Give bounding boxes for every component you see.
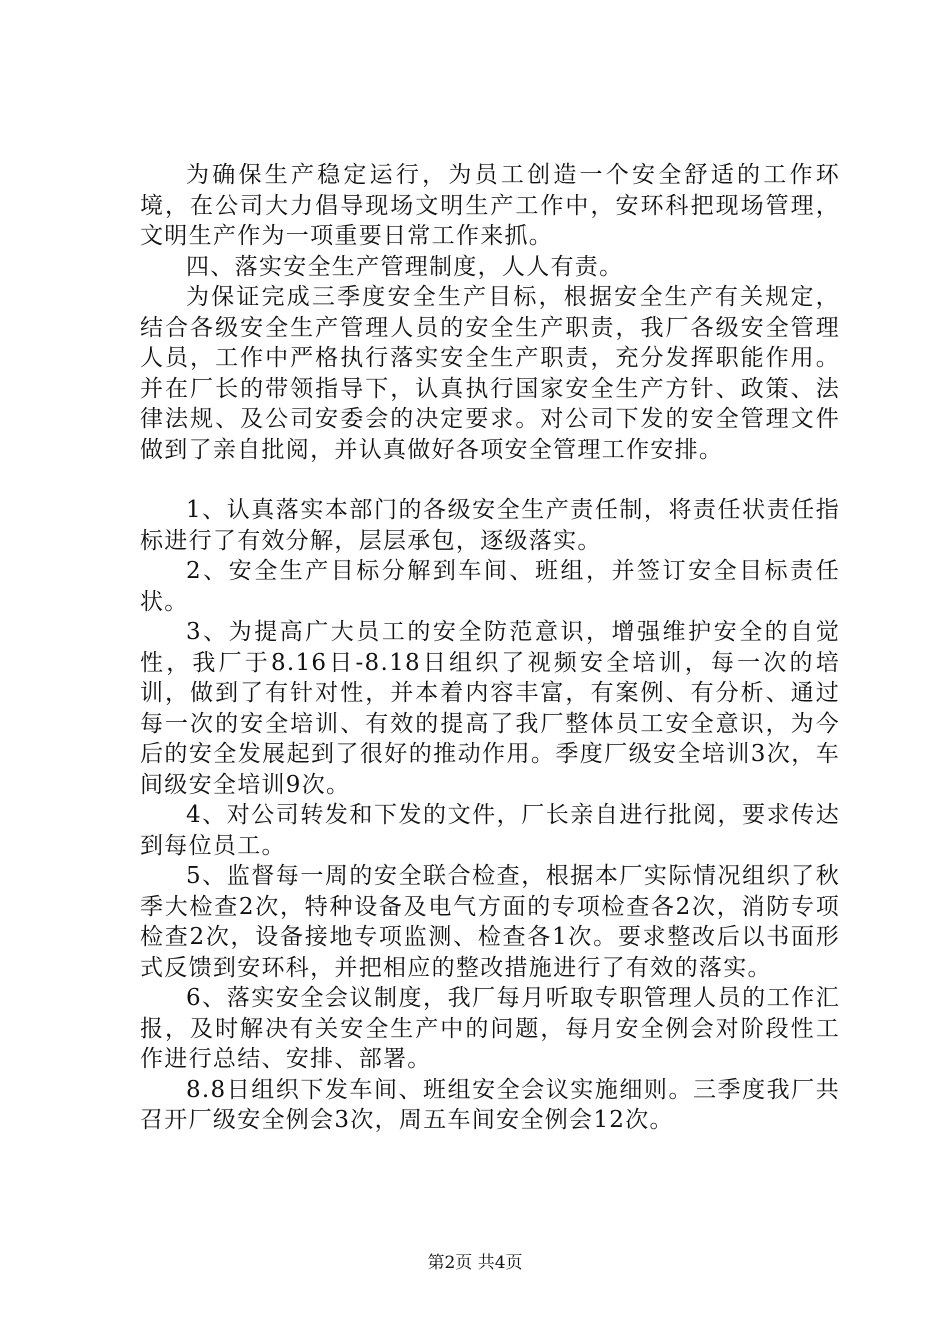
paragraph-intro: 为确保生产稳定运行，为员工创造一个安全舒适的工作环境，在公司大力倡导现场文明生产工作中，安环科把现场管理，文明生产作为一项重要日常工作来抓。 <box>140 162 840 249</box>
list-item-5: 5、监督每一周的安全联合检查，根据本厂实际情况组织了秋季大检查2次，特种设备及电气方面的专项检查各2次，消防专项检查2次，设备接地专项监测、检查各1次。要求整改后以书面形式反馈到安环科，并把相应的整改措施进行了有效的落实。 <box>140 863 840 981</box>
list-item-1: 1、认真落实本部门的各级安全生产责任制，将责任状责任指标进行了有效分解，层层承包，逐级落实。 <box>140 497 840 554</box>
document-body <box>140 160 840 1136</box>
section-heading-4: 四、落实安全生产管理制度，人人有责。 <box>186 253 624 280</box>
list-item-2: 2、安全生产目标分解到车间、班组，并签订安全目标责任状。 <box>140 558 840 615</box>
list-item-6: 6、落实安全会议制度，我厂每月听取专职管理人员的工作汇报，及时解决有关安全生产中的问题，每月安全例会对阶段性工作进行总结、安排、部署。 <box>140 985 840 1072</box>
list-item-4: 4、对公司转发和下发的文件，厂长亲自进行批阅，要求传达到每位员工。 <box>140 802 840 859</box>
list-item-3: 3、为提高广大员工的安全防范意识，增强维护安全的自觉性，我厂于8.16日-8.18日组织了视频安全培训，每一次的培训，做到了有针对性，并本着内容丰富，有案例、有分析、通过每一次的安全培训、有效的提高了我厂整体员工安全意识，为今后的安全发展起到了很好的推动作用。季度厂级安全培训3次，车间级安全培训9次。 <box>140 619 840 798</box>
paragraph-responsibility: 为保证完成三季度安全生产目标，根据安全生产有关规定，结合各级安全生产管理人员的安全生产职责，我厂各级安全管理人员，工作中严格执行落实安全生产职责，充分发挥职能作用。并在厂长的带领指导下，认真执行国家安全生产方针、政策、法律法规、及公司安委会的决定要求。对公司下发的安全管理文件做到了亲自批阅，并认真做好各项安全管理工作安排。 <box>140 284 840 463</box>
paragraph-meeting-summary: 8.8日组织下发车间、班组安全会议实施细则。三季度我厂共召开厂级安全例会3次，周五车间安全例会12次。 <box>140 1076 840 1133</box>
page-number: 第2页 共4页 <box>427 1253 523 1273</box>
paragraph-gap <box>140 465 840 495</box>
